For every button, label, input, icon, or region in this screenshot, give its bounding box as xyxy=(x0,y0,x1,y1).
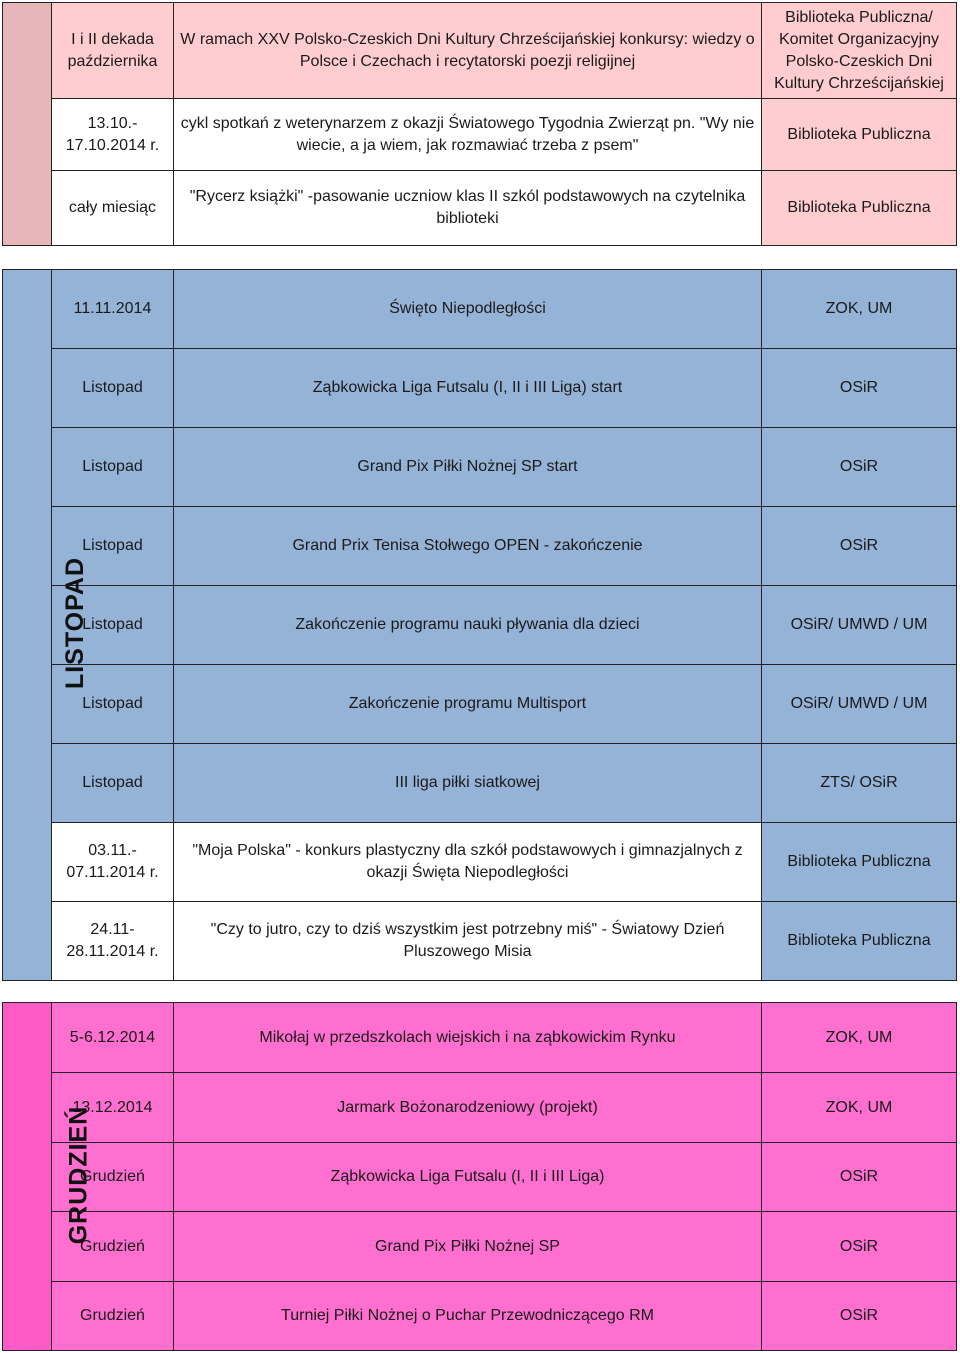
event-title: Mikołaj w przedszkolach wiejskich i na ząbkowickim Rynku xyxy=(174,1003,762,1073)
event-title: Święto Niepodległości xyxy=(174,270,762,349)
event-title: Ząbkowicka Liga Futsalu (I, II i III Liga) xyxy=(174,1143,762,1212)
event-title: "Czy to jutro, czy to dziś wszystkim jest potrzebny miś" - Światowy Dzień Pluszowego Misia xyxy=(174,902,762,981)
event-organizer: OSiR/ UMWD / UM xyxy=(762,665,957,744)
event-organizer: OSiR xyxy=(762,1282,957,1351)
table-row xyxy=(3,744,957,823)
event-date: Listopad xyxy=(52,744,174,823)
table-row xyxy=(3,823,957,902)
event-organizer: ZOK, UM xyxy=(762,1073,957,1143)
event-title: Turniej Piłki Nożnej o Puchar Przewodniczącego RM xyxy=(174,1282,762,1351)
month-side-label: GRUDZIEŃ xyxy=(3,1003,52,1351)
event-date: Grudzień xyxy=(52,1282,174,1351)
event-date: Listopad xyxy=(52,349,174,428)
table-row xyxy=(3,902,957,981)
event-organizer: OSiR xyxy=(762,507,957,586)
event-organizer: ZOK, UM xyxy=(762,1003,957,1073)
table-row xyxy=(3,665,957,744)
event-date: 24.11- 28.11.2014 r. xyxy=(52,902,174,981)
event-date: 13.10.- 17.10.2014 r. xyxy=(52,99,174,171)
event-organizer: Biblioteka Publiczna xyxy=(762,99,957,171)
table-row xyxy=(3,3,957,99)
event-title: III liga piłki siatkowej xyxy=(174,744,762,823)
event-date: I i II dekada października xyxy=(52,3,174,99)
event-date: 13.12.2014 xyxy=(52,1073,174,1143)
event-organizer: OSiR/ UMWD / UM xyxy=(762,586,957,665)
event-organizer: Biblioteka Publiczna/ Komitet Organizacyjny Polsko-Czeskich Dni Kultury Chrześcijańskiej xyxy=(762,3,957,99)
event-date: Listopad xyxy=(52,586,174,665)
event-title: "Rycerz książki" -pasowanie uczniow klas II szkól podstawowych na czytelnika biblioteki xyxy=(174,171,762,246)
event-title: Grand Pix Piłki Nożnej SP xyxy=(174,1212,762,1282)
event-title: Grand Pix Piłki Nożnej SP start xyxy=(174,428,762,507)
event-date: Grudzień xyxy=(52,1143,174,1212)
event-organizer: ZTS/ OSiR xyxy=(762,744,957,823)
event-date: 11.11.2014 xyxy=(52,270,174,349)
october-schedule-table xyxy=(2,2,957,246)
event-title: Ząbkowicka Liga Futsalu (I, II i III Liga) start xyxy=(174,349,762,428)
event-date: Listopad xyxy=(52,665,174,744)
event-title: cykl spotkań z weterynarzem z okazji Światowego Tygodnia Zwierząt pn. "Wy nie wiecie, a ja wiem, jak rozmawiać trzeba z psem" xyxy=(174,99,762,171)
table-row xyxy=(3,428,957,507)
event-organizer: Biblioteka Publiczna xyxy=(762,902,957,981)
event-date: 03.11.- 07.11.2014 r. xyxy=(52,823,174,902)
table-row xyxy=(3,507,957,586)
event-title: Zakończenie programu nauki pływania dla dzieci xyxy=(174,586,762,665)
table-row xyxy=(3,1212,957,1282)
event-organizer: Biblioteka Publiczna xyxy=(762,823,957,902)
table-row xyxy=(3,586,957,665)
event-title: W ramach XXV Polsko-Czeskich Dni Kultury Chrześcijańskiej konkursy: wiedzy o Polsce i Czechach i recytatorski poezji religijnej xyxy=(174,3,762,99)
table-row xyxy=(3,171,957,246)
event-organizer: OSiR xyxy=(762,428,957,507)
event-organizer: OSiR xyxy=(762,1212,957,1282)
november-schedule-table xyxy=(2,269,957,981)
event-title: Grand Prix Tenisa Stołwego OPEN - zakończenie xyxy=(174,507,762,586)
event-organizer: ZOK, UM xyxy=(762,270,957,349)
event-date: Listopad xyxy=(52,507,174,586)
event-date: Listopad xyxy=(52,428,174,507)
event-title: "Moja Polska" - konkurs plastyczny dla szkół podstawowych i gimnazjalnych z okazji Święta Niepodległości xyxy=(174,823,762,902)
event-organizer: Biblioteka Publiczna xyxy=(762,171,957,246)
table-row xyxy=(3,1143,957,1212)
table-row xyxy=(3,270,957,349)
table-row xyxy=(3,99,957,171)
event-date: Grudzień xyxy=(52,1212,174,1282)
event-date: 5-6.12.2014 xyxy=(52,1003,174,1073)
table-row xyxy=(3,349,957,428)
event-title: Jarmark Bożonarodzeniowy (projekt) xyxy=(174,1073,762,1143)
event-organizer: OSiR xyxy=(762,1143,957,1212)
table-row xyxy=(3,1073,957,1143)
event-date: cały miesiąc xyxy=(52,171,174,246)
event-organizer: OSiR xyxy=(762,349,957,428)
month-side-label: LISTOPAD xyxy=(3,270,52,981)
table-row xyxy=(3,1003,957,1073)
month-side-label xyxy=(3,3,52,246)
event-title: Zakończenie programu Multisport xyxy=(174,665,762,744)
december-schedule-table xyxy=(2,1002,957,1351)
table-row xyxy=(3,1282,957,1351)
